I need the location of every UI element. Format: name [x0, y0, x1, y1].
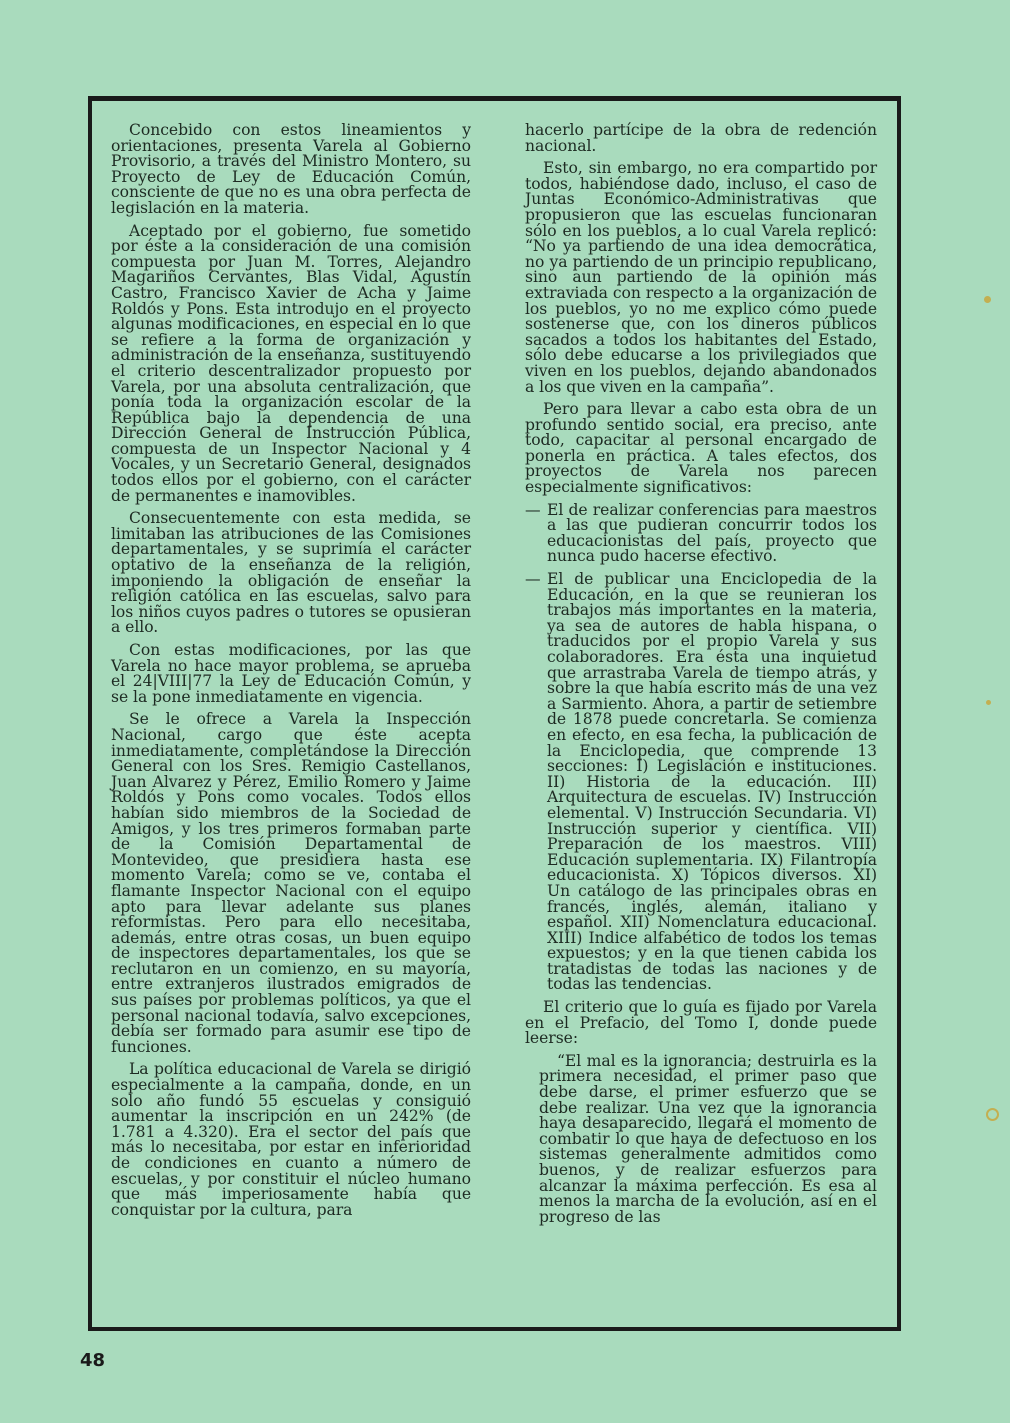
binding-hole-mark [986, 700, 991, 705]
paragraph: El criterio que lo guía es fijado por Varela en el Prefacio, del Tomo I, donde puede leerse: [525, 998, 877, 1048]
quotation: “El mal es la ignorancia; destruirla es la primera necesidad, el primer paso que debe darse, el primer esfuerzo que se debe realizar. Una vez que la ignorancia haya desaparecido, llegará el momento de combatir lo que haya de defectuoso en los sistemas generalmente admitidos como buenos, y de realizar esfuerzos para alcanzar la máxima perfección. Es esa al menos la marcha de la evolución, así en el progreso de las [539, 1051, 877, 1226]
page-number: 48 [80, 1350, 106, 1371]
paragraph: La política educacional de Varela se dirigió especialmente a la campaña, donde, en un solo año fundó 55 escuelas y consiguió aumentar la inscripción en un 242% (de 1.781 a 4.320). Era el sector del país que más lo necesitaba, por estar en inferioridad de condiciones en cuanto a número de escuelas, y por constituir el núcleo humano que más imperiosamente había que conquistar por la cultura, para [111, 1060, 471, 1219]
paragraph: hacerlo partícipe de la obra de redención nacional. [525, 121, 877, 155]
paragraph: Concebido con estos lineamientos y orientaciones, presenta Varela al Gobierno Provisorio, a través del Ministro Montero, su Proyecto de Ley de Educación Común, consciente de que no es una obra perfecta de legislación en la materia. [111, 121, 471, 217]
dash-marker: — [525, 500, 541, 519]
paragraph: Pero para llevar a cabo esta obra de un profundo sentido social, era preciso, ante todo, capacitar al personal encargado de ponerla en práctica. A tales efectos, dos proyectos de Varela nos parecen especialmente significativos: [525, 400, 877, 497]
list-item [525, 500, 877, 566]
binding-hole-mark [984, 296, 991, 303]
paragraph: Aceptado por el gobierno, fue sometido por éste a la consideración de una comisión compuesta por Juan M. Torres, Alejandro Magariños Cervantes, Blas Vidal, Agustín Castro, Francisco Xavier de Acha y Jaime Roldós y Pons. Esta introdujo en el proyecto algunas modificaciones, en especial en lo que se refiere a la forma de organización y administración de la enseñanza, sustituyendo el criterio descentralizador propuesto por Varela, por una absoluta centralización, que ponía toda la organización escolar de la República bajo la dependencia de una Dirección General de Instrucción Pública, compuesta de un Inspector Nacional y 4 Vocales, y un Secretario General, designados todos ellos por el gobierno, con el carácter de permanentes e inamovibles. [111, 221, 471, 505]
list-item [525, 572, 877, 993]
dash-marker: — [525, 570, 541, 589]
paragraph: Con estas modificaciones, por las que Varela no hace mayor problema, se aprueba el 24|VIII|77 la Ley de Educación Común, y se la pone inmediatamente en vigencia. [111, 641, 471, 706]
list-item-text: El de realizar conferencias para maestros a las que pudieran concurrir todos los educacionistas del país, proyecto que nunca pudo hacerse efectivo. [547, 500, 877, 566]
list-item-text: El de publicar una Enciclopedia de la Educación, en la que se reunieran los trabajos más importantes en la materia, ya sea de autores de habla hispana, o traducidos por el propio Varela y sus colaboradores. Era ésta una inquietud que arrastraba Varela de tiempo atrás, y sobre la que había escrito más de una vez a Sarmiento. Ahora, a partir de setiembre de 1878 puede concretarla. Se comienza en efecto, en esa fecha, la publicación de la Enciclopedia, que comprende 13 secciones: I) Legislación e instituciones. II) Historia de la educación. III) Arquitectura de escuelas. IV) Instrucción elemental. V) Instrucción Secundaria. VI) Instrucción superior y científica. VII) Preparación de los maestros. VIII) Educación suplementaria. IX) Filantropía educacionista. X) Tópicos diversos. XI) Un catálogo de las principales obras en francés, inglés, alemán, italiano y español. XII) Nomenclatura educacional. XIII) Indice alfabético de todos los temas expuestos; y en la que tienen cabida los tratadistas de todas las naciones y de todas las tendencias. [547, 570, 877, 994]
binding-hole-mark [986, 1108, 999, 1121]
left-column [111, 123, 471, 1225]
right-column [525, 123, 877, 1225]
paragraph: Consecuentemente con esta medida, se limitaban las atribuciones de las Comisiones departamentales, y se suprimía el carácter optativo de la enseñanza de la religión, imponiendo la obligación de enseñar la religión católica en las escuelas, salvo para los niños cuyos padres o tutores se opusieran a ello. [111, 509, 471, 637]
paragraph: Esto, sin embargo, no era compartido por todos, habiéndose dado, incluso, el caso de Juntas Económico-Administrativas que propusieron que las escuelas funcionaran sólo en los pueblos, a lo cual Varela replicó: “No ya partiendo de una idea democrática, no ya partiendo de un principio republicano, sino aun partiendo de la opinión más extraviada con respecto a la organización de los pueblos, yo no me explico cómo puede sostenerse que, con los dineros públicos sacados a todos los habitantes del Estado, sólo debe educarse a los privilegiados que viven en los pueblos, dejando abandonados a los que viven en la campaña”. [525, 159, 878, 396]
paragraph: Se le ofrece a Varela la Inspección Nacional, cargo que éste acepta inmediatamente, completándose la Dirección General con los Sres. Remigio Castellanos, Juan Alvarez y Pérez, Emilio Romero y Jaime Roldós y Pons como vocales. Todos ellos habían sido miembros de la Sociedad de Amigos, y los tres primeros formaban parte de la Comisión Departamental de Montevideo, que presidiera hasta ese momento Varela; como se ve, contaba el flamante Inspector Nacional con el equipo apto para llevar adelante sus planes reformistas. Pero para ello necesitaba, además, entre otras cosas, un buen equipo de inspectores departamentales, los que se reclutaron en un comienzo, en su mayoría, entre extranjeros ilustrados emigrados de sus países por problemas políticos, ya que el personal nacional todavía, salvo excepciones, debía ser formado para asumir ese tipo de funciones. [111, 710, 471, 1056]
